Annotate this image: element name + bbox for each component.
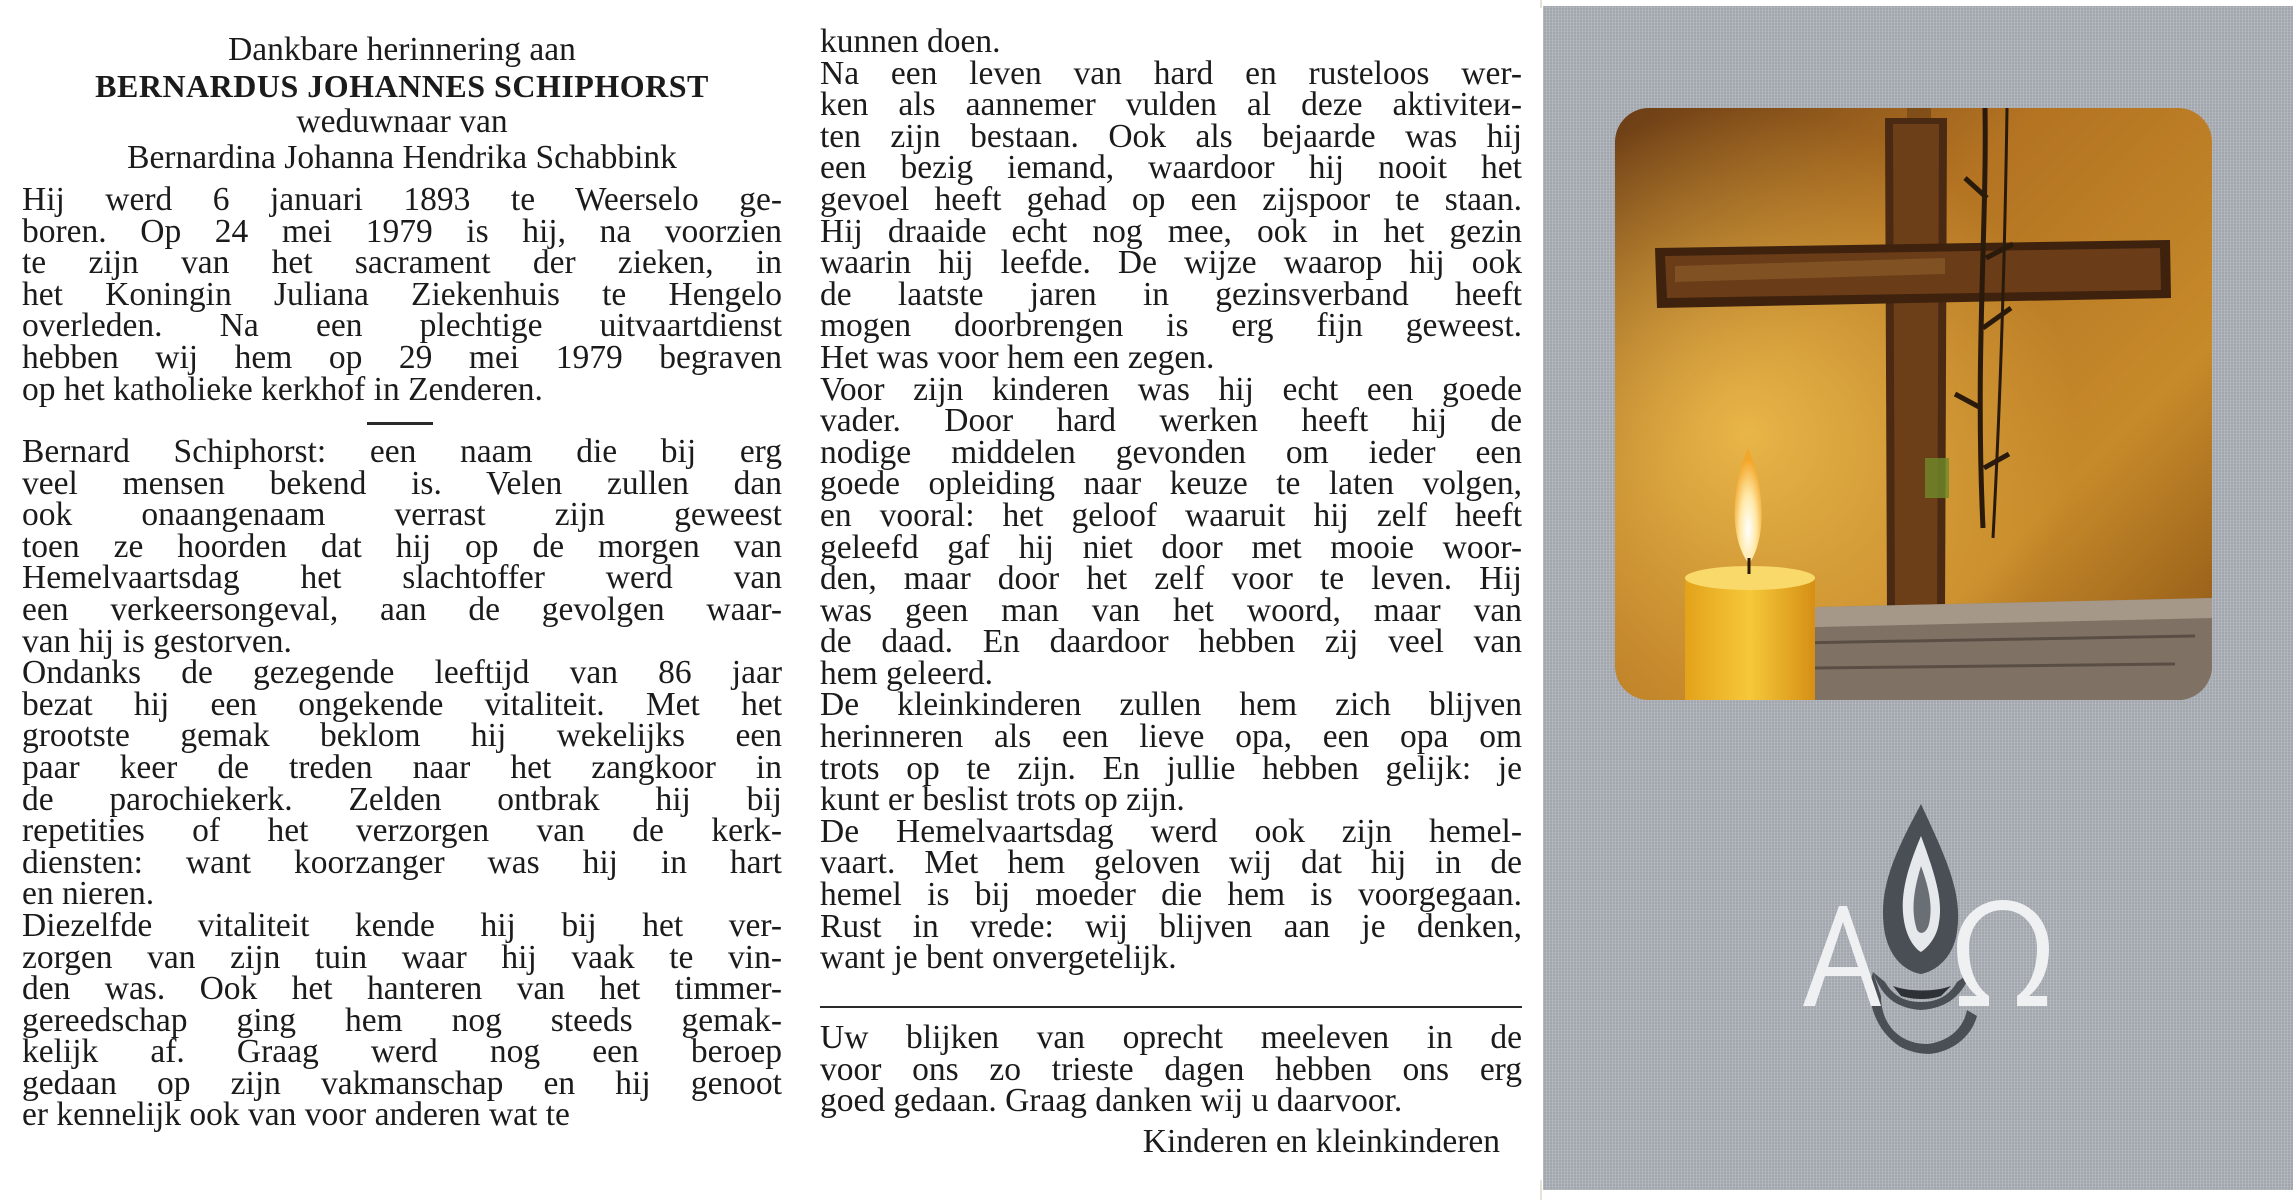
body-right-line: Na een leven van hard en rusteloos wer- — [820, 54, 1522, 92]
body-right-line: kunt er beslist trots op zijn. — [820, 781, 1185, 819]
body-left-line: Bernard Schiphorst: een naam die bij erg — [22, 433, 782, 470]
intro-line: overleden. Na een plechtige uitvaartdienst — [22, 307, 782, 345]
body-left-line: paar keer de treden naar het zangkoor in — [22, 748, 782, 786]
body-left-line: Ondanks de gezegende leeftijd van 86 jaar — [22, 654, 782, 692]
thanks-line: Uw blijken van oprecht meeleven in de — [820, 1019, 1522, 1056]
middle-page — [800, 8, 1548, 1180]
heading-intro: Dankbare herinnering aan — [228, 31, 576, 68]
signature: Kinderen en kleinkinderen — [1142, 1123, 1500, 1160]
intro-line: Hij werd 6 januari 1893 te Weerselo ge- — [22, 181, 782, 218]
body-right-line: De kleinkinderen zullen hem zich blijven — [820, 686, 1522, 724]
body-left-line: toen ze hoorden dat hij op de morgen van — [22, 527, 782, 565]
body-left-line: ook onaangenaam verrast zijn geweest — [22, 496, 782, 534]
body-right-line: goede opleiding naar keuze te laten volgen, — [820, 465, 1522, 503]
body-right-line: kunnen doen. — [820, 23, 1001, 60]
section-divider — [367, 422, 433, 425]
body-left-line: grootste gemak beklom hij wekelijks een — [22, 717, 782, 755]
body-right-line: ken als aannemer vulden al deze aktiviteи- — [820, 86, 1522, 124]
thanks-line: voor ons zo trieste dagen hebben ons erg — [820, 1050, 1522, 1088]
heading-relation: weduwnaar van — [296, 103, 508, 140]
body-left-line: repetities of het verzorgen van de kerk- — [22, 812, 782, 850]
body-right-line: vaart. Met hem geloven wij dat hij in de — [820, 844, 1522, 882]
cover-page — [1543, 6, 2293, 1190]
body-right-line: nodige middelen gevonden om ieder een — [820, 433, 1522, 471]
body-left-line: kelijk af. Graag werd nog een beroep — [22, 1033, 782, 1071]
thanks-message — [820, 1019, 1522, 1120]
body-left-line: diensten: want koorzanger was hij in hart — [22, 843, 782, 881]
intro-line: op het katholieke kerkhof in Zenderen. — [22, 370, 543, 408]
body-right-line: De Hemelvaartsdag werd ook zijn hemel- — [820, 812, 1522, 850]
body-right-line: geleefd gaf hij niet door met mooie woor- — [820, 528, 1522, 566]
body-right-line: was geen man van het woord, maar van — [820, 591, 1522, 629]
body-left-line: gedaan op zijn vakmanschap en hij genoot — [22, 1064, 782, 1102]
spouse-name: Bernardina Johanna Hendrika Schabbink — [127, 139, 677, 176]
biography-intro — [22, 181, 782, 408]
thanks-line: goed gedaan. Graag danken wij u daarvoor. — [820, 1082, 1403, 1120]
intro-line: hebben wij hem op 29 mei 1979 begraven — [22, 338, 782, 376]
body-right-line: en vooral: het geloof waaruit hij zelf heeft — [820, 496, 1522, 534]
body-right-line: herinneren als een lieve opa, een opa om — [820, 718, 1522, 756]
alpha-omega-flame-icon — [1781, 796, 2061, 1076]
body-right-line: den, maar door het zelf voor te leven. Hij — [820, 560, 1522, 598]
thanks-divider — [820, 1006, 1522, 1008]
body-right-line: want je bent onvergetelijk. — [820, 939, 1177, 977]
biography-text-right — [820, 23, 1522, 977]
body-left-line: Hemelvaartsdag het slachtoffer werd van — [22, 559, 782, 597]
body-right-line: vader. Door hard werken heeft hij de — [820, 402, 1522, 440]
body-right-line: de laatste jaren in gezinsverband heeft — [820, 275, 1522, 313]
body-left-line: van hij is gestorven. — [22, 622, 292, 660]
body-left-line: er kennelijk ook van voor anderen wat te — [22, 1096, 570, 1134]
body-left-line: de parochiekerk. Zelden ontbrak hij bij — [22, 780, 782, 818]
intro-line: te zijn van het sacrament der zieken, in — [22, 244, 782, 282]
memorial-heading — [22, 32, 782, 176]
body-left-line: en nieren. — [22, 875, 155, 913]
body-right-line: hemel is bij moeder die hem is voorgegaan. — [820, 876, 1522, 914]
body-right-line: gevoel heeft gehad op een zijspoor te staan. — [820, 180, 1522, 218]
intro-line: het Koningin Juliana Ziekenhuis te Hengelo — [22, 275, 782, 313]
body-left-line: gereedschap ging hem nog steeds gemak- — [22, 1001, 782, 1039]
body-right-line: de daad. En daardoor hebben zij veel van — [820, 623, 1522, 661]
intro-line: boren. Op 24 mei 1979 is hij, na voorzien — [22, 212, 782, 250]
biography-text-left — [22, 433, 782, 1134]
body-right-line: hem geleerd. — [820, 654, 993, 692]
body-right-line: Rust in vrede: wij blijven aan je denken, — [820, 907, 1522, 945]
deceased-name: BERNARDUS JOHANNES SCHIPHORST — [95, 68, 709, 104]
body-right-line: een bezig iemand, waardoor hij nooit het — [820, 149, 1522, 187]
body-right-line: trots op te zijn. En jullie hebben gelijk: je — [820, 749, 1522, 787]
body-right-line: Hij draaide echt nog mee, ook in het gezin — [820, 212, 1522, 250]
body-right-line: Voor zijn kinderen was hij echt een goede — [820, 370, 1522, 408]
body-left-line: bezat hij een ongekende vitaliteit. Met het — [22, 685, 782, 723]
body-right-line: ten zijn bestaan. Ook als bejaarde was hij — [820, 117, 1522, 155]
body-left-line: den was. Ook het hanteren van het timmer- — [22, 970, 782, 1008]
photo-crucifix-candle — [1615, 108, 2212, 700]
body-left-line: zorgen van zijn tuin waar hij vaak te vin- — [22, 938, 782, 976]
body-right-line: waarin hij leefde. De wijze waarop hij ook — [820, 244, 1522, 282]
left-page — [22, 8, 782, 1180]
body-left-line: een verkeersongeval, aan de gevolgen waar- — [22, 590, 782, 628]
body-right-line: Het was voor hem een zegen. — [820, 338, 1215, 376]
body-left-line: Diezelfde vitaliteit kende hij bij het ver- — [22, 906, 782, 944]
body-right-line: mogen doorbrengen is erg fijn geweest. — [820, 307, 1522, 345]
body-left-line: veel mensen bekend is. Velen zullen dan — [22, 464, 782, 502]
